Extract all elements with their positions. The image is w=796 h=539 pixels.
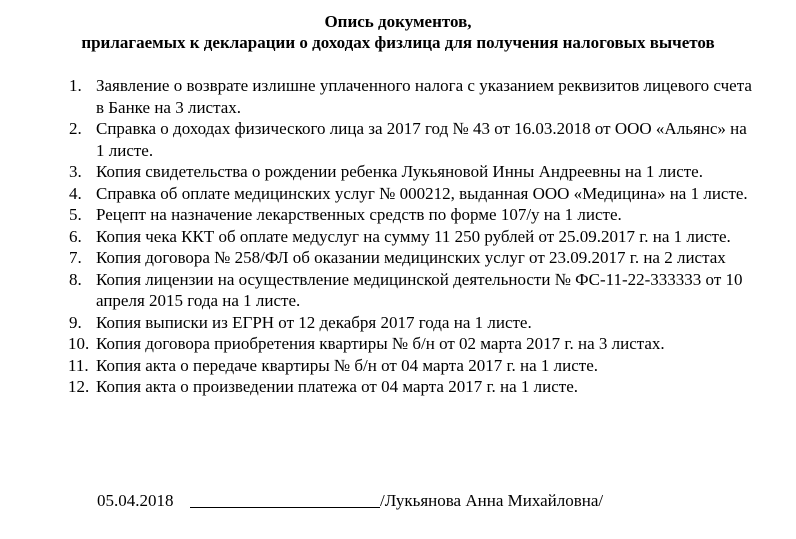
item-text: Справка о доходах физического лица за 2017 год № 43 от 16.03.2018 от ООО «Альянс» на 1 листе. xyxy=(96,119,747,160)
item-text: Копия чека ККТ об оплате медуслуг на сумму 11 250 рублей от 25.09.2017 г. на 1 листе. xyxy=(96,226,731,246)
list-item xyxy=(0,312,796,334)
documents-list xyxy=(0,75,796,398)
list-item xyxy=(0,333,796,355)
signatory-name: /Лукьянова Анна Михайловна/ xyxy=(380,491,604,510)
item-text: Заявление о возврате излишне уплаченного налога с указанием реквизитов лицевого счета в Банке на 3 листах. xyxy=(96,76,752,117)
item-number: 11. xyxy=(68,355,89,375)
item-text: Копия акта о передаче квартиры № б/н от 04 марта 2017 г. на 1 листе. xyxy=(96,355,599,375)
list-item xyxy=(0,226,796,248)
item-text: Копия лицензии на осуществление медицинской деятельности № ФС-11-22-333333 от 10 апреля 2015 года на 1 листе. xyxy=(96,269,743,310)
list-item xyxy=(0,161,796,183)
list-item xyxy=(0,118,796,161)
item-number: 10. xyxy=(68,334,90,353)
item-number: 5. xyxy=(69,205,82,224)
item-text: Копия свидетельства о рождении ребенка Лукьяновой Инны Андреевны на 1 листе. xyxy=(96,162,703,181)
item-number: 12. xyxy=(68,377,90,396)
list-item xyxy=(0,247,796,269)
item-number: 4. xyxy=(69,183,82,203)
item-text: Копия выписки из ЕГРН от 12 декабря 2017 года на 1 листе. xyxy=(96,312,532,332)
document-subtitle: прилагаемых к декларации о доходах физлица для получения налоговых вычетов xyxy=(81,33,715,52)
item-number: 9. xyxy=(69,312,82,332)
list-item xyxy=(0,269,796,312)
item-text: Рецепт на назначение лекарственных средств по форме 107/у на 1 листе. xyxy=(96,205,622,224)
item-number: 7. xyxy=(69,248,82,267)
signature-date: 05.04.2018 xyxy=(97,491,174,510)
list-item xyxy=(0,183,796,205)
document-title: Опись документов, xyxy=(324,12,472,31)
signature-block xyxy=(0,490,796,512)
item-number: 1. xyxy=(69,76,82,95)
item-text: Копия договора приобретения квартиры № б/н от 02 марта 2017 г. на 3 листах. xyxy=(96,334,665,353)
list-item xyxy=(0,355,796,377)
item-number: 6. xyxy=(69,226,82,246)
item-text: Копия акта о произведении платежа от 04 марта 2017 г. на 1 листе. xyxy=(96,377,579,396)
item-text: Копия договора № 258/ФЛ об оказании медицинских услуг от 23.09.2017 г. на 2 листах xyxy=(96,248,726,267)
signature-line xyxy=(190,490,380,508)
item-number: 3. xyxy=(69,162,82,181)
item-text: Справка об оплате медицинских услуг № 000212, выданная ООО «Медицина» на 1 листе. xyxy=(96,183,748,203)
list-item xyxy=(0,376,796,398)
item-number: 8. xyxy=(69,269,82,289)
list-item xyxy=(0,204,796,226)
item-number: 2. xyxy=(69,119,82,138)
list-item xyxy=(0,75,796,118)
